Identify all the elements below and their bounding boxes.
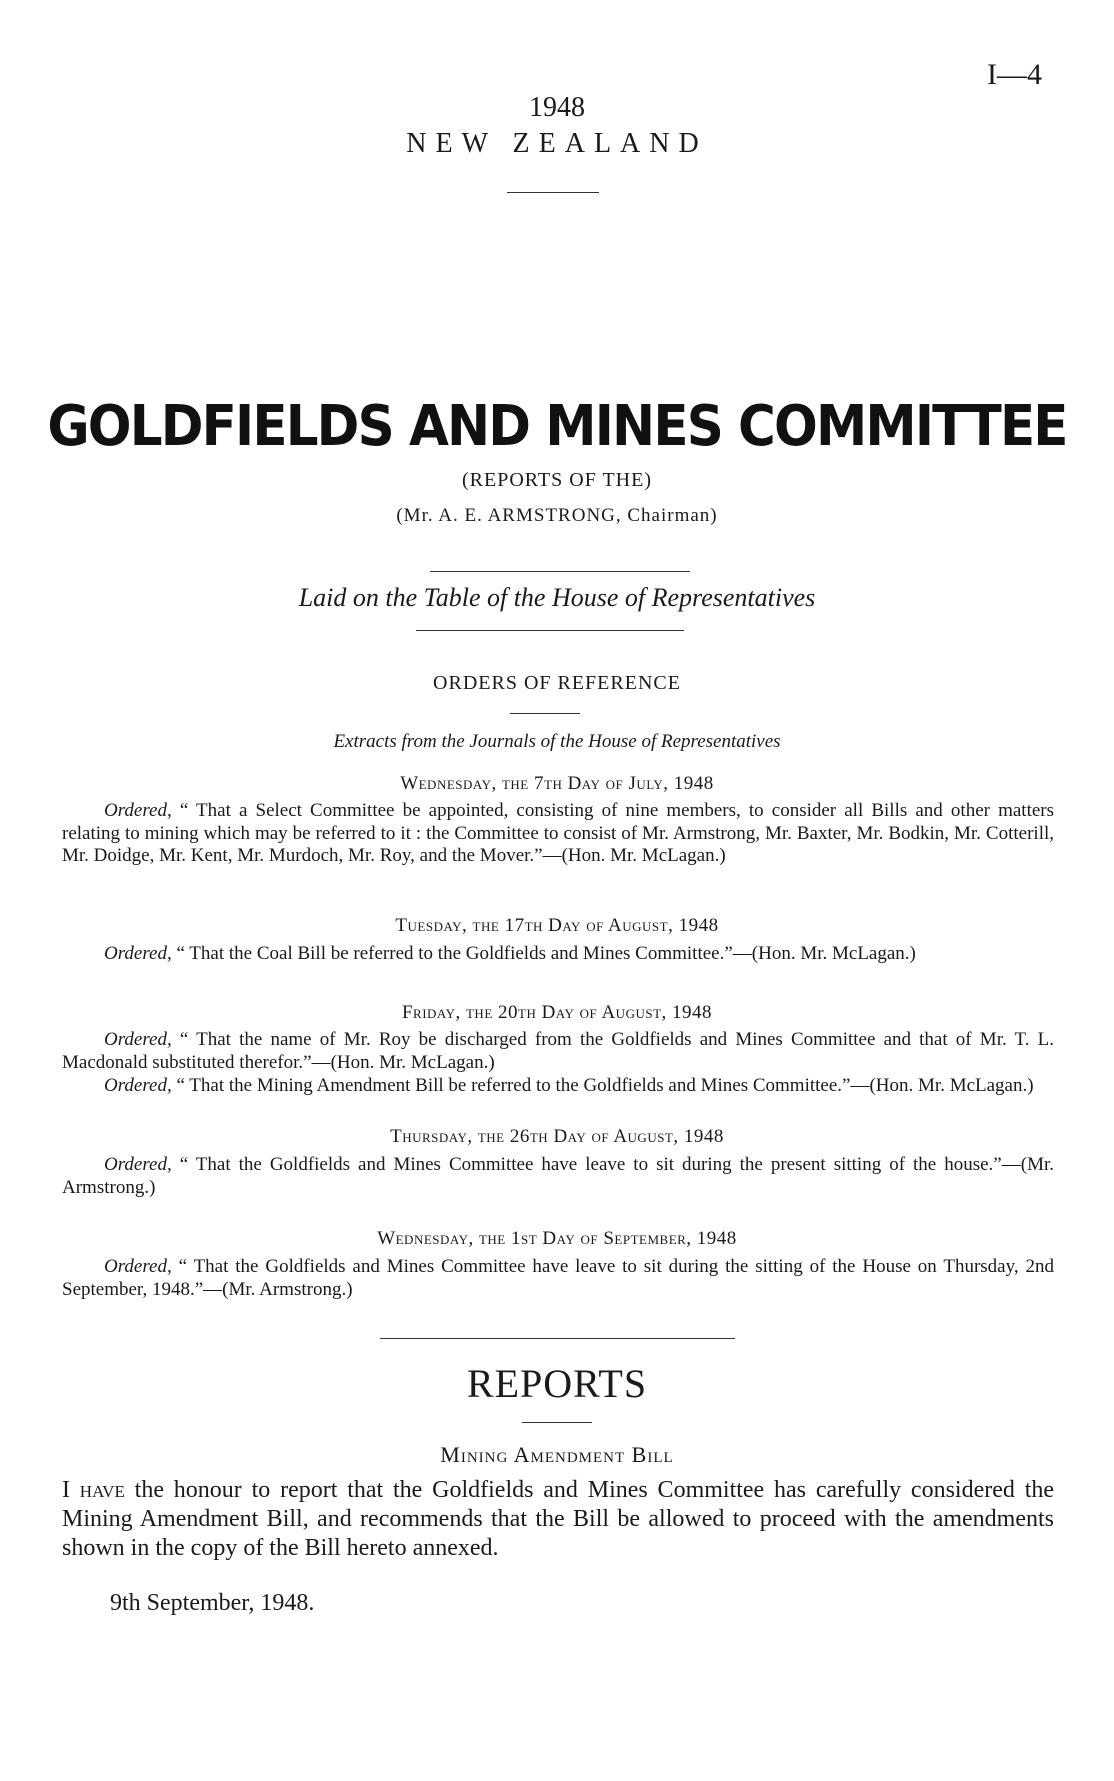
order-paragraph [62, 943, 1054, 966]
entry-date: Wednesday, the 7th Day of July, 1948 [400, 773, 714, 794]
page-reference: I—4 [987, 58, 1042, 91]
order-text: “ That the Goldfields and Mines Committee have leave to sit during the sitting of the House on Thursday, 2nd September, 1948.”—(Mr. Armstrong.) [62, 1256, 1054, 1300]
order-text: “ That the Coal Bill be referred to the Goldfields and Mines Committee.”—(Hon. Mr. McLagan.) [171, 943, 916, 964]
report-body [62, 1476, 1054, 1563]
divider [380, 1338, 735, 1339]
ordered-label: Ordered, [104, 1154, 172, 1175]
order-paragraph [62, 1029, 1054, 1074]
report-lead: I have [62, 1477, 125, 1503]
entry-date: Friday, the 20th Day of August, 1948 [401, 1002, 713, 1023]
order-text: “ That the Goldfields and Mines Committee have leave to sit during the present sitting of the house.”—(Mr. Armstrong.) [62, 1154, 1054, 1198]
entry-date: Thursday, the 26th Day of August, 1948 [390, 1126, 724, 1147]
title-chairman: (Mr. A. E. ARMSTRONG, Chairman) [396, 505, 718, 526]
report-text: the honour to report that the Goldfields and Mines Committee has carefully considered the Mining Amendment Bill, and recommends that the Bill be allowed to proceed with the amendments shown in the copy of the Bill hereto annexed. [62, 1477, 1055, 1561]
divider [510, 713, 580, 714]
orders-heading: ORDERS OF REFERENCE [433, 672, 681, 694]
divider [507, 192, 599, 193]
order-paragraph [62, 1256, 1054, 1301]
reports-subheading: Mining Amendment Bill [440, 1442, 674, 1467]
divider [522, 1422, 592, 1423]
orders-source: Extracts from the Journals of the House of Representatives [333, 731, 781, 752]
divider [416, 630, 684, 631]
document-title: GOLDFIELDS AND MINES COMMITTEE [47, 394, 1067, 459]
order-text: “ That a Select Committee be appointed, consisting of nine members, to consider all Bills and other matters relating to mining which may be referred to it : the Committee to consist of Mr. Armstrong, Mr. Baxter, Mr. Bodkin, Mr. Cotterill, Mr. Doidge, Mr. Kent, Mr. Murdoch, Mr. Roy, and the Mover.”—(Hon. Mr. McLagan.) [62, 800, 1054, 866]
year: 1948 [529, 92, 585, 123]
reports-heading: REPORTS [466, 1361, 648, 1406]
laid-on-table: Laid on the Table of the House of Representatives [298, 583, 816, 612]
order-paragraph [62, 1075, 1054, 1098]
divider [430, 571, 690, 572]
report-date: 9th September, 1948. [110, 1590, 315, 1616]
order-text: “ That the Mining Amendment Bill be referred to the Goldfields and Mines Committee.”—(Hon. Mr. McLagan.) [171, 1075, 1034, 1096]
ordered-label: Ordered, [104, 1256, 172, 1277]
ordered-label: Ordered, [104, 1075, 172, 1096]
ordered-label: Ordered, [104, 1029, 172, 1050]
order-paragraph [62, 800, 1054, 868]
ordered-label: Ordered, [104, 800, 172, 821]
ordered-label: Ordered, [104, 943, 172, 964]
entry-date: Tuesday, the 17th Day of August, 1948 [395, 915, 719, 936]
country: NEW ZEALAND [406, 128, 708, 159]
title-subtitle: (REPORTS OF THE) [461, 469, 652, 491]
order-text: “ That the name of Mr. Roy be discharged from the Goldfields and Mines Committee and that of Mr. T. L. Macdonald substituted therefor.”—(Hon. Mr. McLagan.) [62, 1029, 1054, 1073]
order-paragraph [62, 1154, 1054, 1199]
entry-date: Wednesday, the 1st Day of September, 1948 [377, 1228, 737, 1249]
